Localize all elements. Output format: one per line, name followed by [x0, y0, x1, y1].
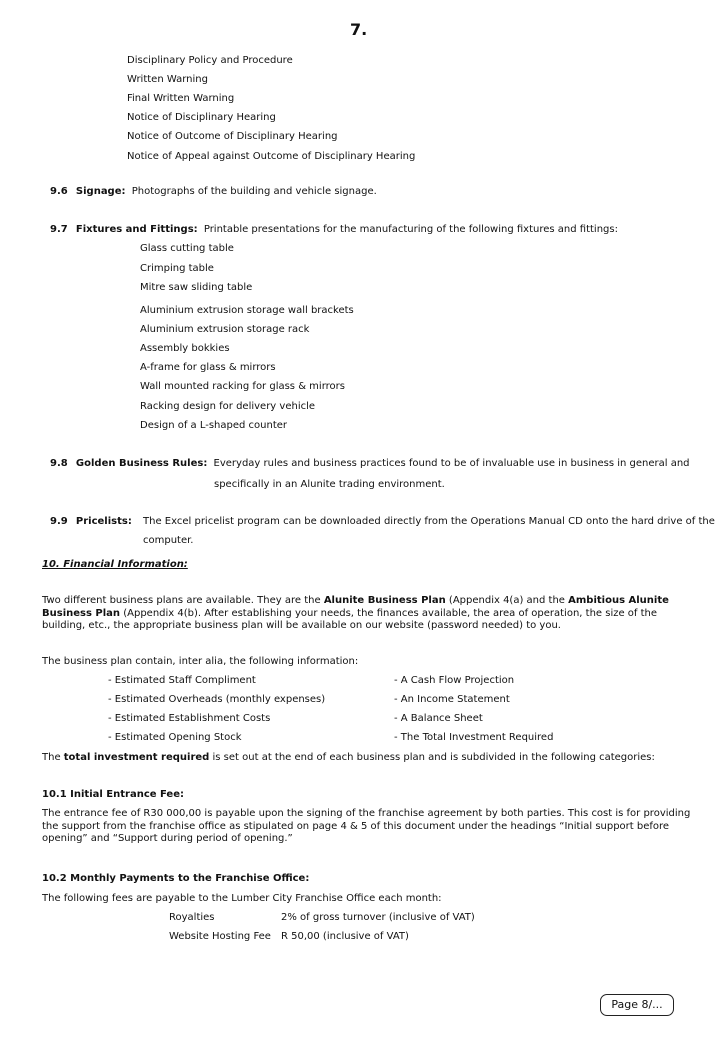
fee-label: Royalties: [169, 912, 215, 923]
plan-item-left: - Estimated Staff Compliment: [108, 675, 256, 686]
policy-item: Notice of Outcome of Disciplinary Hearing: [127, 131, 338, 142]
fixture-item: Aluminium extrusion storage wall brackets: [140, 305, 354, 316]
entrance-fee-heading: 10.1 Initial Entrance Fee:: [42, 789, 184, 800]
fee-value: 2% of gross turnover (inclusive of VAT): [281, 912, 475, 923]
section-title: Fixtures and Fittings:: [75, 224, 198, 235]
total-investment-paragraph: [42, 751, 655, 764]
section-9-8: [50, 457, 690, 470]
plan-item-left: - Estimated Opening Stock: [108, 732, 242, 743]
section-number: 9.6: [50, 186, 68, 197]
text-run: The: [42, 752, 64, 763]
fixture-item: Aluminium extrusion storage rack: [140, 324, 310, 335]
section-9-6: [50, 185, 377, 198]
plan-item-right: - A Balance Sheet: [394, 713, 483, 724]
plan-item-right: - The Total Investment Required: [394, 732, 554, 743]
fixture-item: Crimping table: [140, 263, 214, 274]
financial-information-heading: 10. Financial Information:: [42, 559, 188, 570]
business-plans-paragraph: [42, 595, 692, 633]
plan-item-right: - An Income Statement: [394, 694, 510, 705]
business-plan-contents-intro: The business plan contain, inter alia, the following information:: [42, 656, 359, 667]
section-text: The Excel pricelist program can be downloaded directly from the Operations Manual CD onto the hard drive of the: [143, 516, 715, 527]
entrance-fee-paragraph: The entrance fee of R30 000,00 is payable upon the signing of the franchise agreement by both parties. This cost is for providing the support from the franchise office as stipulated on page 4 & 5 of this document under the headings “Initial support before opening” and “Support during period of opening.”: [42, 808, 691, 844]
fixture-item: Assembly bokkies: [140, 343, 230, 354]
fixture-item: Design of a L-shaped counter: [140, 420, 288, 431]
section-title: Signage:: [75, 186, 126, 197]
text-run: (Appendix 4(b). After establishing your needs, the finances available, the area of operation, the size of the building, etc., the appropriate business plan will be available on our website (password needed) to you.: [42, 607, 658, 631]
fee-label: Website Hosting Fee: [169, 931, 271, 942]
text-run: (Appendix 4(a) and the: [445, 595, 569, 606]
text-run: is set out at the end of each business plan and is subdivided in the following categories:: [209, 752, 655, 763]
policy-item: Notice of Disciplinary Hearing: [127, 112, 276, 123]
policy-item: Disciplinary Policy and Procedure: [127, 55, 293, 66]
text-run-bold: total investment required: [63, 752, 210, 763]
section-title: Pricelists:: [75, 516, 132, 527]
section-number: 9.8: [50, 458, 68, 469]
section-number: 9.9: [50, 516, 68, 527]
next-page-reference: Page 8/...: [600, 994, 674, 1016]
fixture-item: Glass cutting table: [140, 243, 234, 254]
plan-item-left: - Estimated Establishment Costs: [108, 713, 271, 724]
section-text: Photographs of the building and vehicle signage.: [131, 186, 377, 197]
monthly-payments-heading: 10.2 Monthly Payments to the Franchise Office:: [42, 873, 310, 884]
policy-item: Final Written Warning: [127, 93, 235, 104]
plan-item-left: - Estimated Overheads (monthly expenses): [108, 694, 326, 705]
fixture-item: Racking design for delivery vehicle: [140, 401, 316, 412]
page-number: 7.: [350, 20, 368, 39]
section-9-9: [50, 515, 715, 528]
section-title: Golden Business Rules:: [75, 458, 208, 469]
section-9-7: [50, 223, 618, 236]
fixture-item: A-frame for glass & mirrors: [140, 362, 276, 373]
text-run-bold: Alunite Business Plan: [323, 595, 446, 606]
fixture-item: Mitre saw sliding table: [140, 282, 253, 293]
fee-value: R 50,00 (inclusive of VAT): [281, 931, 409, 942]
fixture-item: Wall mounted racking for glass & mirrors: [140, 381, 345, 392]
section-text: Everyday rules and business practices found to be of invaluable use in business in general and: [213, 458, 690, 469]
monthly-payments-intro: The following fees are payable to the Lumber City Franchise Office each month:: [42, 893, 442, 904]
section-text: Printable presentations for the manufacturing of the following fixtures and fittings:: [203, 224, 618, 235]
section-text-continued: computer.: [143, 535, 194, 546]
text-run: Two different business plans are available. They are the: [42, 595, 324, 606]
section-number: 9.7: [50, 224, 68, 235]
text-run-bold: Ambitious Alunite Business Plan: [42, 595, 669, 619]
policy-item: Notice of Appeal against Outcome of Disciplinary Hearing: [127, 151, 416, 162]
plan-item-right: - A Cash Flow Projection: [394, 675, 515, 686]
section-text-continued: specifically in an Alunite trading environment.: [214, 479, 445, 490]
policy-item: Written Warning: [127, 74, 208, 85]
